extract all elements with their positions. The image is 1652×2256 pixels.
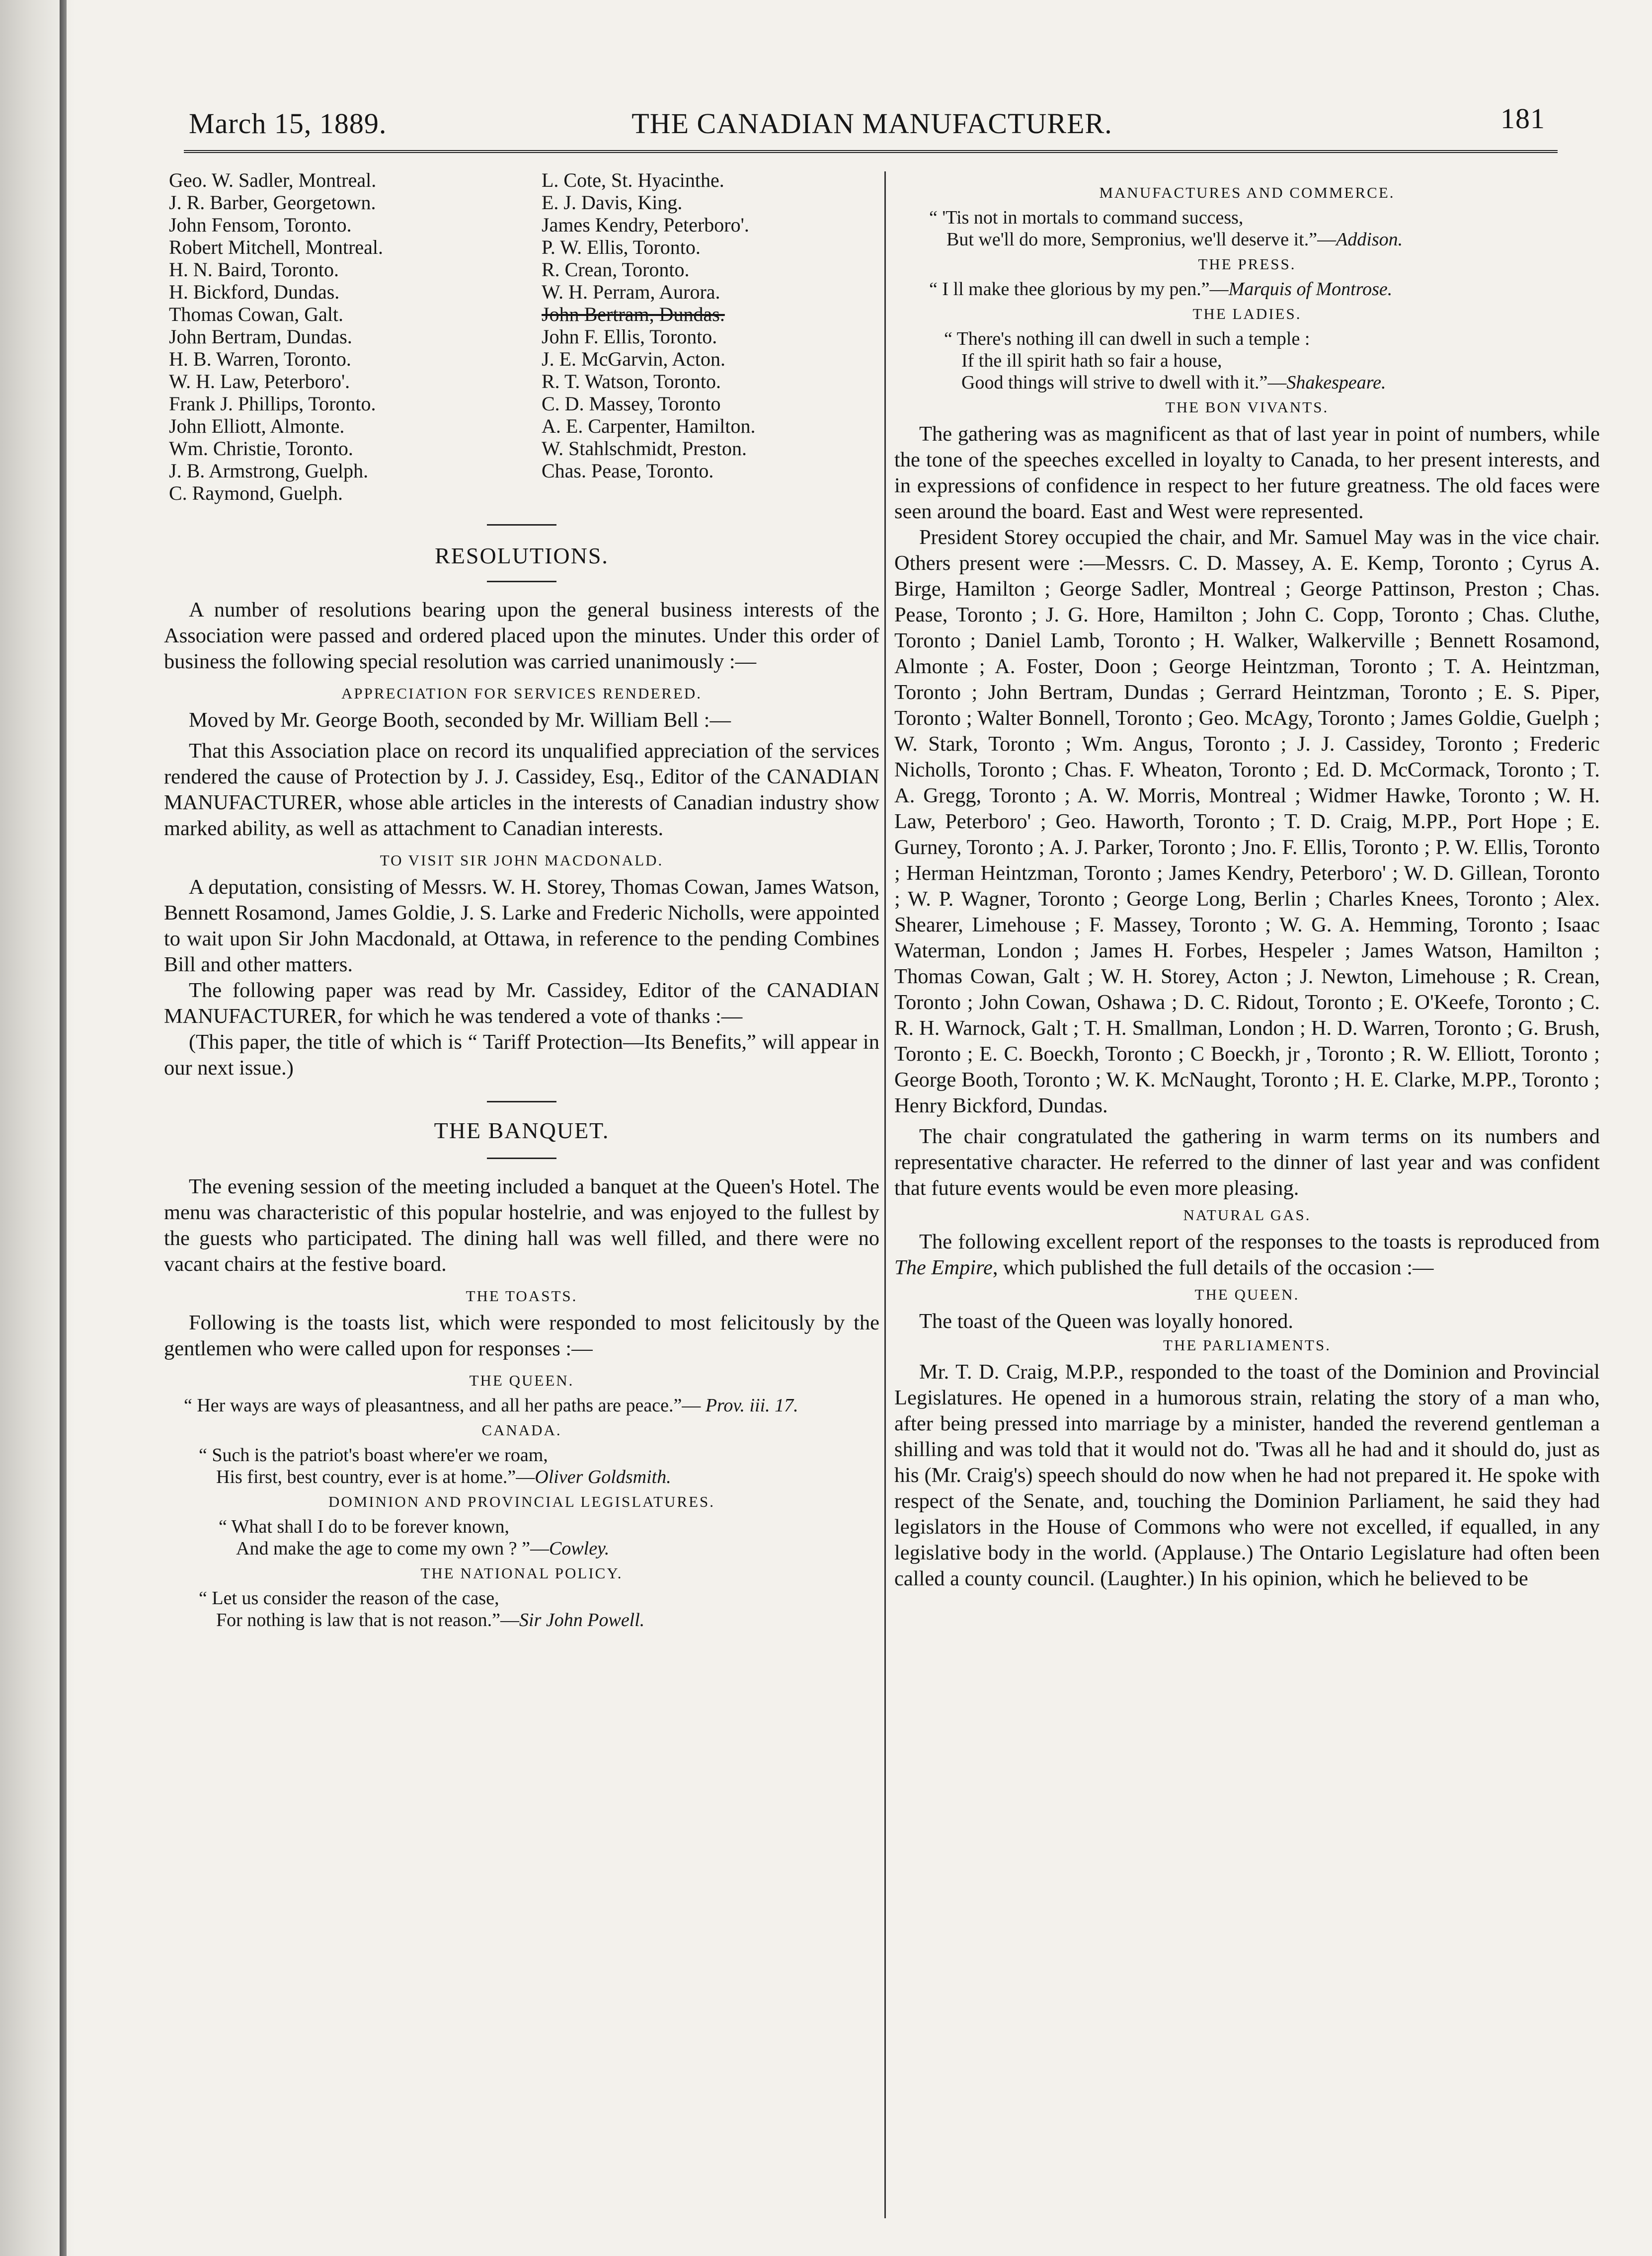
quote-line: For nothing is law that is not reason.”— <box>216 1610 520 1631</box>
attendee-list <box>169 169 879 504</box>
attendee-name: J. E. McGarvin, Acton. <box>542 348 725 370</box>
attendees-paragraph: President Storey occupied the chair, and Mr. Samuel May was in the vice chair. Others present were :—Messrs. C. D. Massey, A. E. Kemp, Toronto ; Cyrus A. Birge, Hamilton ; George Sadler, Montreal ; George Pattinson, Preston ; Chas. Pease, Toronto ; J. G. Hore, Hamilton ; John C. Copp, Toronto ; Chas. Cluthe, Toronto ; Daniel Lamb, Toronto ; H. Walker, Walkerville ; Bennett Rosamond, Almonte ; A. Foster, Doon ; George Heintzman, Toronto ; T. A. Heintzman, Toronto ; John Bertram, Dundas ; Gerrard Heintzman, Toronto ; E. S. Piper, Toronto ; Walter Bonnell, Toronto ; Geo. McAgy, Toronto ; James Goldie, Guelph ; W. Stark, Toronto ; Wm. Angus, Toronto ; J. J. Cassidey, Toronto ; Frederic Nicholls, Toronto ; Chas. F. Wheaton, Toronto ; Ed. D. McCormack, Toronto ; T. A. Gregg, Toronto ; A. W. Morris, Montreal ; Widmer Hawke, Toronto ; W. H. Law, Peterboro' ; Geo. Haworth, Toronto ; T. D. Craig, M.PP., Port Hope ; E. Gurney, Toronto ; A. J. Parker, Toronto ; Jno. F. Ellis, Toronto ; P. W. Ellis, Toronto ; Herman Heintzman, Toronto ; James Kendry, Peterboro' ; W. D. Gillean, Toronto ; W. P. Wagner, Toronto ; George Long, Berlin ; Charles Knees, Toronto ; Alex. Shearer, Limehouse ; F. Massey, Toronto ; W. G. A. Hemming, Toronto ; Isaac Waterman, London ; James H. Forbes, Hespeler ; James Watson, Hamilton ; Thomas Cowan, Galt ; W. H. Storey, Acton ; J. Newton, Limehouse ; R. Crean, Toronto ; John Cowan, Oshawa ; D. C. Ridout, Toronto ; E. O'Keefe, Toronto ; C. R. H. Warnock, Galt ; T. H. Smallman, London ; H. D. Warren, Toronto ; G. Brush, Toronto ; E. C. Boeckh, Toronto ; C Boeckh, jr , Toronto ; R. W. Elliott, Toronto ; George Booth, Toronto ; W. K. McNaught, Toronto ; H. E. Clarke, M.PP., Toronto ; Henry Bickford, Dundas. <box>894 526 1600 1117</box>
attendee-name: John Fensom, Toronto. <box>169 214 352 236</box>
dominion-toast-heading: DOMINION AND PROVINCIAL LEGISLATURES. <box>328 1493 715 1510</box>
attendee-name: J. B. Armstrong, Guelph. <box>169 460 369 482</box>
chair-paragraph: The chair congratulated the gathering in warm terms on its numbers and representative character. He referred to the dinner of last year and was confident that future events would be even more pleasing. <box>894 1125 1600 1200</box>
attendee-name: A. E. Carpenter, Hamilton. <box>542 415 756 437</box>
dominion-quote <box>164 1516 879 1559</box>
quote-line: “ What shall I do to be forever known, <box>219 1516 509 1537</box>
attendee-list-col1 <box>169 169 507 504</box>
attendee-name: Thomas Cowan, Galt. <box>169 303 344 325</box>
empire-text-a: The following excellent report of the responses to the toasts is reproduced from <box>919 1230 1600 1253</box>
queen-quote <box>164 1395 879 1416</box>
attendee-name: Wm. Christie, Toronto. <box>169 437 353 460</box>
section-rule <box>487 1158 556 1159</box>
canada-quote <box>164 1444 879 1488</box>
quote-line: Good things will strive to dwell with it.”— <box>961 372 1287 393</box>
header-rule <box>184 150 1558 153</box>
attendee-name: James Kendry, Peterboro'. <box>542 214 749 236</box>
attendee-name: H. Bickford, Dundas. <box>169 281 340 303</box>
publication-title: THE CANADIAN MANUFACTURER. <box>631 107 1112 140</box>
quote-source: Shakespeare. <box>1286 372 1386 393</box>
attendee-name: Frank J. Phillips, Toronto. <box>169 392 376 415</box>
attendee-name: L. Cote, St. Hyacinthe. <box>542 169 724 191</box>
queen-response-paragraph: The toast of the Queen was loyally honored. <box>919 1310 1293 1333</box>
left-column <box>164 169 879 1631</box>
resolutions-paragraph: A number of resolutions bearing upon the general business interests of the Association were passed and ordered placed upon the minutes. Under this order of business the following special resolution was carried unanimously :— <box>164 598 879 673</box>
quote-line: “ Such is the patriot's boast where'er we roam, <box>199 1445 548 1466</box>
empire-paragraph <box>894 1229 1600 1281</box>
running-header <box>189 102 1555 152</box>
queen-quote-source: Prov. iii. 17. <box>705 1395 798 1416</box>
right-column <box>894 169 1600 1592</box>
quote-source: Marquis of Montrose. <box>1228 279 1393 300</box>
visit-paragraph: (This paper, the title of which is “ Tariff Protection—Its Benefits,” will appear in our next issue.) <box>164 1030 879 1080</box>
attendee-name-struck: John Bertram, Dundas. <box>542 303 725 325</box>
quote-line: “ I ll make thee glorious by my pen.”— <box>929 279 1229 300</box>
parliaments-paragraph: Mr. T. D. Craig, M.P.P., responded to the toast of the Dominion and Provincial Legislatures. He opened in a humorous strain, relating the story of a man who, after being pressed into marriage by a minister, handed the reverend gentleman a shilling and was told that it would not do. 'Twas all he had and it should do, just as his (Mr. Craig's) speech should do now when he had not prepared it. He spoke with respect of the Senate, and, touching the Dominion Parliament, he said they had legislators in the House of Commons who were not excelled, if equalled, in any legislative body in the world. (Applause.) The Ontario Legislature had often been called a county council. (Laughter.) In his opinion, which he believed to be <box>894 1360 1600 1590</box>
attendee-name: C. D. Massey, Toronto <box>542 392 721 415</box>
attendee-name: P. W. Ellis, Toronto. <box>542 236 701 258</box>
parliaments-heading: THE PARLIAMENTS. <box>1163 1336 1331 1354</box>
attendee-name: E. J. Davis, King. <box>542 191 683 214</box>
attendee-name: Geo. W. Sadler, Montreal. <box>169 169 377 191</box>
attendee-name: Robert Mitchell, Montreal. <box>169 236 384 258</box>
quote-line: And make the age to come my own ? ”— <box>236 1538 549 1559</box>
quote-line: If the ill spirit hath so fair a house, <box>961 350 1222 371</box>
banquet-heading: THE BANQUET. <box>434 1118 610 1143</box>
attendee-name: John Bertram, Dundas. <box>169 325 352 348</box>
empire-text-b: , which published the full details of the occasion :— <box>992 1256 1434 1279</box>
quote-line: “ Let us consider the reason of the case, <box>199 1588 499 1609</box>
page-number: 181 <box>1500 102 1545 135</box>
bon-vivants-heading: THE BON VIVANTS. <box>1165 398 1329 416</box>
attendee-name: W. H. Law, Peterboro'. <box>169 370 350 392</box>
quote-line: But we'll do more, Sempronius, we'll deserve it.”— <box>946 229 1337 250</box>
queen-quote-text: “ Her ways are ways of pleasantness, and all her paths are peace.”— <box>184 1395 701 1416</box>
attendee-name: Chas. Pease, Toronto. <box>542 460 714 482</box>
policy-quote <box>164 1587 879 1631</box>
visit-heading: TO VISIT SIR JOHN MACDONALD. <box>380 852 664 869</box>
quote-line: His first, best country, ever is at home.”— <box>216 1467 535 1487</box>
attendee-name: R. Crean, Toronto. <box>542 258 690 281</box>
attendee-name: R. T. Watson, Toronto. <box>542 370 721 392</box>
queen-response-heading: THE QUEEN. <box>1194 1286 1300 1303</box>
quote-source: Cowley. <box>549 1538 610 1559</box>
column-divider <box>884 171 886 2218</box>
natural-gas-heading: NATURAL GAS. <box>1183 1206 1311 1224</box>
banquet-paragraph: The evening session of the meeting included a banquet at the Queen's Hotel. The menu was characteristic of this popular hostelrie, and was enjoyed to the fullest by the guests who participated. The dining hall was well filled, and there were no vacant chairs at the festive board. <box>164 1175 879 1276</box>
section-rule <box>487 581 556 582</box>
attendee-name: H. N. Baird, Toronto. <box>169 258 339 281</box>
appreciation-resolution: That this Association place on record its unqualified appreciation of the services rendered the cause of Protection by J. J. Cassidey, Esq., Editor of the CANADIAN MANUFACTURER, whose able articles in the interests of Canadian industry show marked ability, as well as attachment to Canadian interests. <box>164 739 879 840</box>
queen-toast-heading: THE QUEEN. <box>469 1372 574 1389</box>
quote-source: Addison. <box>1336 229 1403 250</box>
empire-title: The Empire <box>894 1256 993 1279</box>
appreciation-paragraph: Moved by Mr. George Booth, seconded by Mr. William Bell :— <box>189 708 731 732</box>
toasts-heading: THE TOASTS. <box>466 1287 578 1305</box>
quote-line: “ 'Tis not in mortals to command success, <box>929 207 1244 228</box>
attendee-name: W. Stahlschmidt, Preston. <box>542 437 747 460</box>
quote-line: “ There's nothing ill can dwell in such a temple : <box>944 328 1310 349</box>
binding-edge <box>60 0 67 2256</box>
resolutions-heading: RESOLUTIONS. <box>435 543 609 568</box>
canada-toast-heading: CANADA. <box>481 1421 562 1439</box>
attendee-name: John Elliott, Almonte. <box>169 415 345 437</box>
bon-vivants-paragraph: The gathering was as magnificent as that of last year in point of numbers, while the tone of the speeches excelled in loyalty to Canada, to her present interests, and in expressions of confidence in respect to her future greatness. The old faces were seen around the board. East and West were represented. <box>894 422 1600 523</box>
press-quote <box>894 278 1600 300</box>
attendee-name: J. R. Barber, Georgetown. <box>169 191 376 214</box>
visit-paragraph: The following paper was read by Mr. Cassidey, Editor of the CANADIAN MANUFACTURER, for which he was tendered a vote of thanks :— <box>164 979 879 1028</box>
manufactures-toast-heading: MANUFACTURES AND COMMERCE. <box>1099 184 1395 201</box>
attendee-name: W. H. Perram, Aurora. <box>542 281 720 303</box>
press-toast-heading: THE PRESS. <box>1198 255 1296 273</box>
attendee-name: John F. Ellis, Toronto. <box>542 325 717 348</box>
attendee-name: H. B. Warren, Toronto. <box>169 348 351 370</box>
appreciation-heading: APPRECIATION FOR SERVICES RENDERED. <box>341 685 703 702</box>
ladies-toast-heading: THE LADIES. <box>1192 305 1302 322</box>
header-date: March 15, 1889. <box>189 107 387 140</box>
policy-toast-heading: THE NATIONAL POLICY. <box>420 1564 623 1582</box>
section-rule <box>487 1101 556 1102</box>
visit-paragraph: A deputation, consisting of Messrs. W. H. Storey, Thomas Cowan, James Watson, Bennett Rosamond, James Goldie, J. S. Larke and Frederic Nicholls, were appointed to wait upon Sir John Macdonald, at Ottawa, in reference to the pending Combines Bill and other matters. <box>164 875 879 976</box>
attendee-list-col2 <box>507 169 879 504</box>
manufactures-quote <box>894 207 1600 250</box>
quote-source: Sir John Powell. <box>519 1610 645 1631</box>
toasts-paragraph: Following is the toasts list, which were responded to most felicitously by the gentlemen who were called upon for responses :— <box>164 1311 879 1360</box>
section-rule <box>487 524 556 526</box>
ladies-quote <box>894 328 1600 393</box>
quote-source: Oliver Goldsmith. <box>535 1467 671 1487</box>
attendee-name: C. Raymond, Guelph. <box>169 482 343 504</box>
